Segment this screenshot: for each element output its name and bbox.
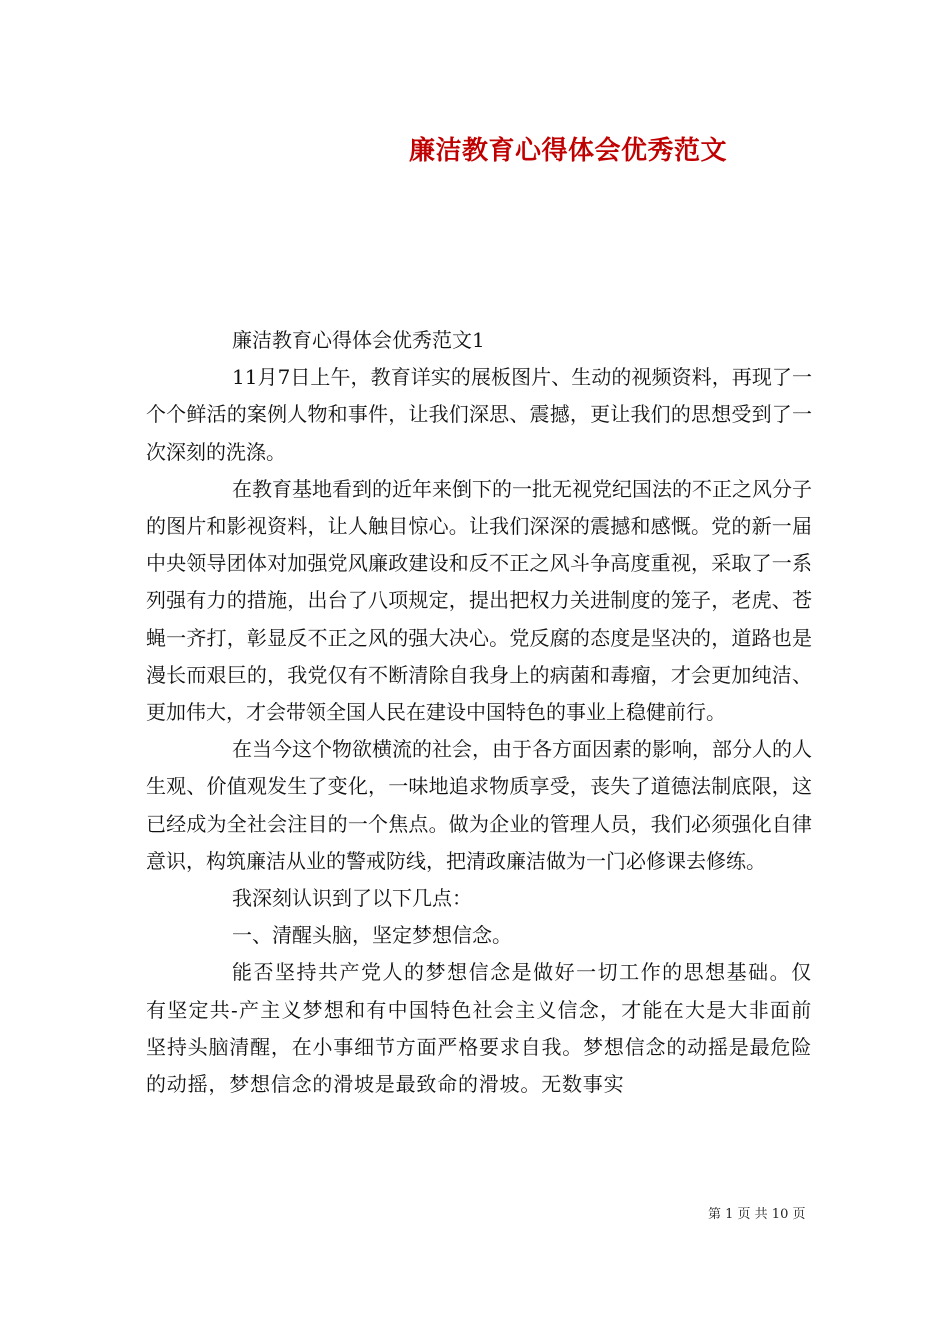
paragraph-heading: 廉洁教育心得体会优秀范文1	[232, 328, 485, 352]
paragraph: 在当今这个物欲横流的社会，由于各方面因素的影响，部分人的人生观、价值观发生了变化，一味地追求物质享受，丧失了道德法制底限，这已经成为全社会注目的一个焦点。做为企业的管理人员，我们必须强化自律意识，构筑廉洁从业的警戒防线，把清政廉洁做为一门必修课去修练。	[146, 737, 812, 873]
document-title: 廉洁教育心得体会优秀范文	[409, 136, 728, 166]
document-body	[146, 322, 812, 1103]
paragraph: 一、清醒头脑，坚定梦想信念。	[232, 923, 512, 948]
paragraph: 能否坚持共产党人的梦想信念是做好一切工作的思想基础。仅有坚定共-产主义梦想和有中国特色社会主义信念，才能在大是大非面前坚持头脑清醒，在小事细节方面严格要求自我。梦想信念的动摇是最危险的动摇，梦想信念的滑坡是最致命的滑坡。无数事实	[146, 960, 812, 1097]
paragraph: 在教育基地看到的近年来倒下的一批无视党纪国法的不正之风分子的图片和影视资料，让人触目惊心。让我们深深的震撼和感慨。党的新一届中央领导团体对加强党风廉政建设和反不正之风斗争高度重视，采取了一系列强有力的措施，出台了八项规定，提出把权力关进制度的笼子，老虎、苍蝇一齐打，彰显反不正之风的强大决心。党反腐的态度是坚决的，道路也是漫长而艰巨的，我党仅有不断清除自我身上的病菌和毒瘤，才会更加纯洁、更加伟大，才会带领全国人民在建设中国特色的事业上稳健前行。	[146, 476, 812, 725]
paragraph: 我深刻认识到了以下几点：	[232, 886, 472, 911]
page-number-footer: 第 1 页 共 10 页	[708, 1207, 806, 1222]
paragraph: 11月7日上午，教育详实的展板图片、生动的视频资料，再现了一个个鲜活的案例人物和事件，让我们深思、震撼，更让我们的思想受到了一次深刻的洗涤。	[146, 365, 812, 464]
